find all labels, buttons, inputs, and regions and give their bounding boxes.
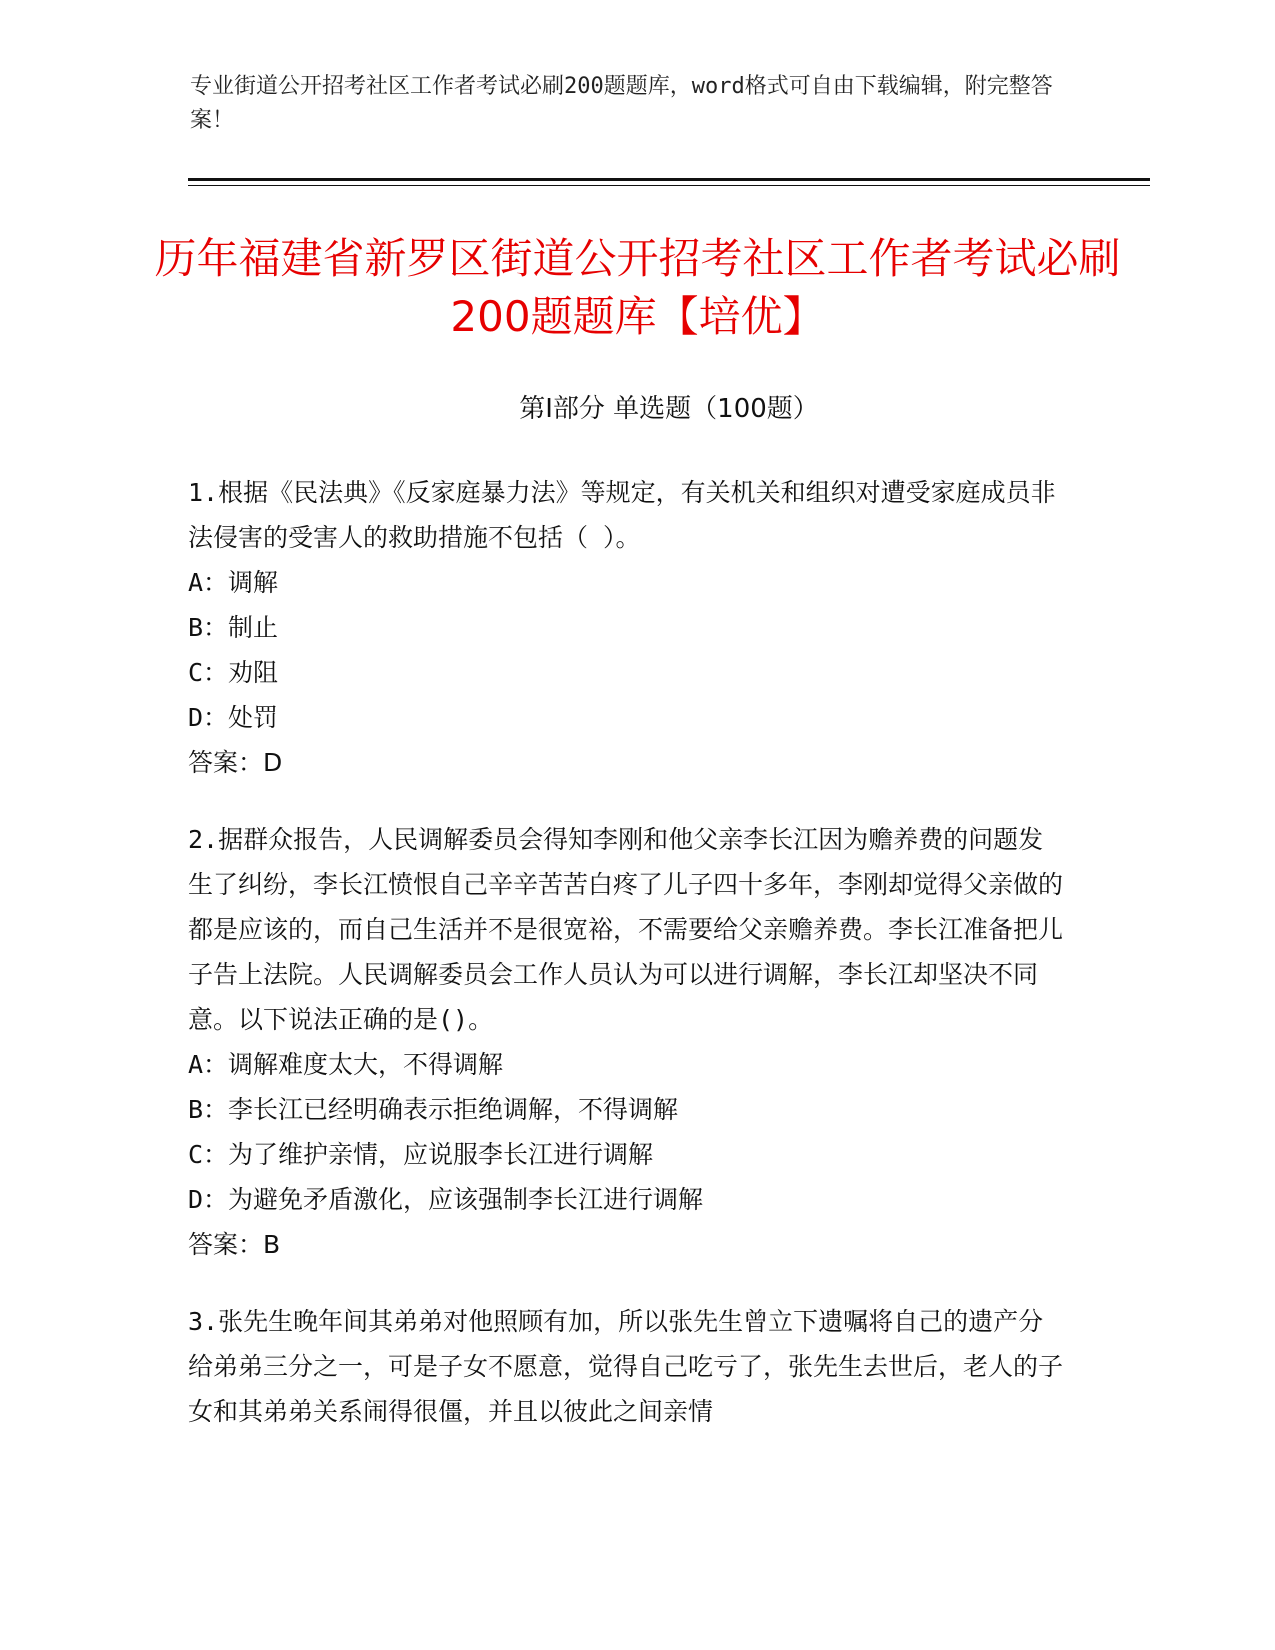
section-heading: 第Ⅰ部分 单选题（100题） <box>519 394 819 424</box>
answer-line: 答案：D <box>188 748 283 777</box>
option-d: D：处罚 <box>188 703 279 732</box>
option-c: C：为了维护亲情，应说服李长江进行调解 <box>188 1140 654 1169</box>
option-a: A：调解 <box>188 568 279 597</box>
option-c: C：劝阻 <box>188 658 279 687</box>
option-b: B：制止 <box>188 613 279 642</box>
document-title: 历年福建省新罗区街道公开招考社区工作者考试必刷200题题库【培优】 <box>154 234 1121 341</box>
option-b: B：李长江已经明确表示拒绝调解，不得调解 <box>188 1095 679 1124</box>
question-stem: 3.张先生晚年间其弟弟对他照顾有加，所以张先生曾立下遗嘱将自己的遗产分给弟弟三分之一，可是子女不愿意，觉得自己吃亏了，张先生去世后，老人的子女和其弟弟关系闹得很僵，并且以彼此之间亲情 <box>188 1307 1064 1426</box>
question-2 <box>188 817 1068 1267</box>
header-note: 专业街道公开招考社区工作者考试必刷200题题库，word格式可自由下载编辑，附完整答案！ <box>190 74 1053 133</box>
option-d: D：为避免矛盾激化，应该强制李长江进行调解 <box>188 1185 704 1214</box>
question-3 <box>188 1299 1068 1434</box>
answer-line: 答案：B <box>188 1230 281 1259</box>
option-a: A：调解难度太大，不得调解 <box>188 1050 504 1079</box>
question-stem: 1.根据《民法典》《反家庭暴力法》等规定，有关机关和组织对遭受家庭成员非法侵害的受害人的救助措施不包括（ ）。 <box>188 478 1056 552</box>
question-stem: 2.据群众报告，人民调解委员会得知李刚和他父亲李长江因为赡养费的问题发生了纠纷，李长江愤恨自己辛辛苦苦白疼了儿子四十多年，李刚却觉得父亲做的都是应该的，而自己生活并不是很宽裕，不需要给父亲赡养费。李长江准备把儿子告上法院。人民调解委员会工作人员认为可以进行调解，李长江却坚决不同意。以下说法正确的是()。 <box>188 825 1064 1034</box>
question-list <box>188 470 1068 1434</box>
header-divider-thin <box>188 185 1150 186</box>
question-1 <box>188 470 1068 785</box>
header-divider-thick <box>188 178 1150 181</box>
